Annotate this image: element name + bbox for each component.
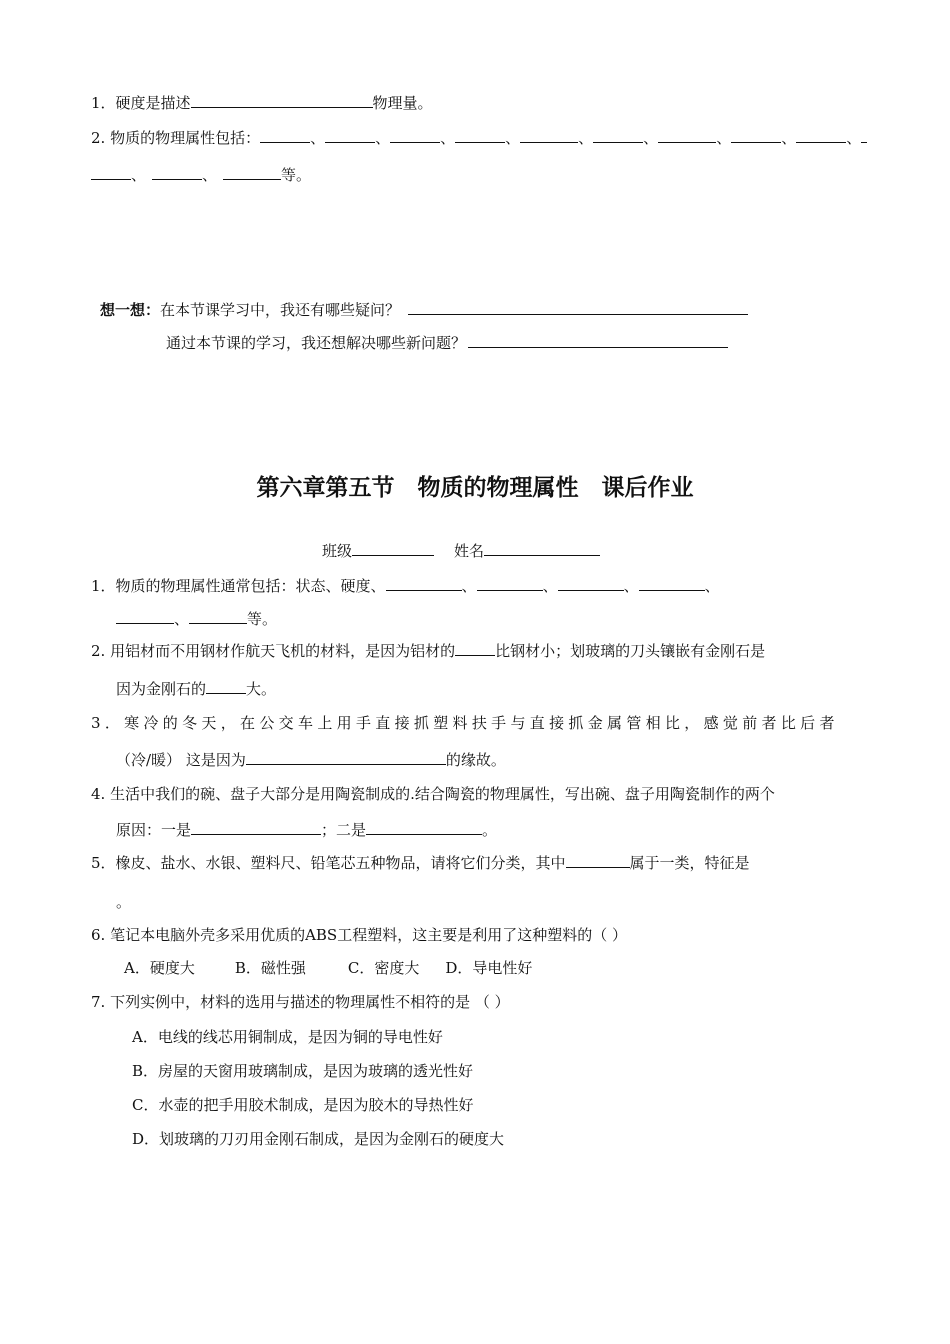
- answer-blank[interactable]: [477, 576, 543, 591]
- reflect-question: 通过本节课的学习，我还想解决哪些新问题？: [166, 334, 467, 352]
- question-text: 2. 用铝材而不用钢材作航天飞机的材料，是因为铝材的: [91, 642, 456, 660]
- answer-blank[interactable]: [223, 165, 281, 180]
- answer-blank[interactable]: [260, 128, 310, 143]
- answer-blank[interactable]: [468, 333, 728, 348]
- separator: 、: [131, 166, 147, 184]
- question-text: 原因：一是: [116, 821, 192, 839]
- separator: 、: [542, 577, 558, 595]
- answer-blank[interactable]: [731, 128, 781, 143]
- name-field[interactable]: [484, 541, 600, 556]
- top-question-2-line1: [91, 128, 867, 148]
- answer-blank[interactable]: [455, 128, 505, 143]
- separator: 、: [174, 610, 190, 628]
- hw-question-2-line2: [116, 679, 276, 699]
- answer-blank[interactable]: [639, 576, 705, 591]
- question-text: 5．橡皮、盐水、水银、塑料尺、铅笔芯五种物品，请将它们分类，其中: [91, 854, 566, 872]
- reflect-question: 在本节课学习中，我还有哪些疑问？: [160, 301, 401, 319]
- answer-blank[interactable]: [191, 820, 321, 835]
- answer-blank[interactable]: [91, 165, 131, 180]
- class-field[interactable]: [352, 541, 434, 556]
- separator: 、: [846, 129, 862, 147]
- top-question-2-line2: [91, 165, 311, 185]
- answer-blank[interactable]: [116, 609, 174, 624]
- hw-question-5-line1: [91, 853, 750, 873]
- answer-blank[interactable]: [325, 128, 375, 143]
- name-label: 姓名: [454, 542, 485, 560]
- question-text: 比钢材小；划玻璃的刀头镶嵌有金刚石是: [495, 642, 766, 660]
- page-title: 第六章第五节 物质的物理属性 课后作业: [256, 474, 694, 501]
- top-question-1: [91, 93, 433, 113]
- student-info: [322, 541, 600, 561]
- hw-question-1-line1: [91, 576, 720, 596]
- option-c[interactable]: C．水壶的把手用胶术制成，是因为胶木的导热性好: [132, 1096, 474, 1114]
- question-text: 等。: [247, 610, 278, 628]
- question-text: 等。: [281, 166, 312, 184]
- answer-blank[interactable]: [558, 576, 624, 591]
- answer-blank[interactable]: [366, 820, 482, 835]
- separator: 、: [375, 129, 391, 147]
- hw-question-3-line1: 3．寒冷的冬天，在公交车上用手直接抓塑料扶手与直接抓金属管相比，感觉前者比后者: [91, 714, 837, 732]
- answer-blank[interactable]: [191, 93, 373, 108]
- separator: 、: [578, 129, 594, 147]
- answer-blank[interactable]: [520, 128, 578, 143]
- answer-blank[interactable]: [658, 128, 716, 143]
- separator: 、: [440, 129, 456, 147]
- separator: 、: [716, 129, 732, 147]
- question-text: 。: [482, 821, 498, 839]
- option-d[interactable]: D．导电性好: [445, 959, 533, 977]
- question-text: 2. 物质的物理属性包括：: [91, 129, 261, 147]
- answer-blank[interactable]: [189, 609, 247, 624]
- reflect-line-2: [166, 333, 728, 353]
- hw-question-4-line1: 4. 生活中我们的碗、盘子大部分是用陶瓷制成的.结合陶瓷的物理属性，写出碗、盘子用陶瓷制作的两个: [91, 785, 775, 803]
- separator: 、: [505, 129, 521, 147]
- separator: 、: [704, 577, 720, 595]
- question-text: 1．物质的物理属性通常包括：状态、硬度、: [91, 577, 386, 595]
- hw-question-5-line2: 。: [116, 893, 132, 911]
- hw-question-6-stem: 6. 笔记本电脑外壳多采用优质的ABS工程塑料，这主要是利用了这种塑料的（ ）: [91, 926, 627, 944]
- answer-blank[interactable]: [455, 641, 495, 656]
- separator: 、: [461, 577, 477, 595]
- question-text: 物理量。: [372, 94, 433, 112]
- separator: 、: [781, 129, 797, 147]
- option-b[interactable]: B．房屋的天窗用玻璃制成，是因为玻璃的透光性好: [132, 1062, 474, 1080]
- answer-blank[interactable]: [593, 128, 643, 143]
- option-a[interactable]: A．硬度大: [124, 959, 195, 977]
- class-label: 班级: [322, 542, 353, 560]
- separator: 、: [643, 129, 659, 147]
- answer-blank[interactable]: [566, 853, 630, 868]
- answer-blank[interactable]: [386, 576, 462, 591]
- question-text: 属于一类，特征是: [629, 854, 750, 872]
- option-d[interactable]: D．划玻璃的刀刃用金刚石制成，是因为金刚石的硬度大: [132, 1130, 505, 1148]
- separator: 、: [623, 577, 639, 595]
- question-text: 大。: [246, 680, 277, 698]
- option-b[interactable]: B．磁性强: [234, 959, 306, 977]
- hw-question-3-line2: [116, 750, 506, 770]
- reflect-label: 想一想：: [100, 301, 161, 319]
- question-text: 1．硬度是描述: [91, 94, 191, 112]
- answer-blank[interactable]: [152, 165, 202, 180]
- separator: 、: [310, 129, 326, 147]
- option-a[interactable]: A．电线的线芯用铜制成，是因为铜的导电性好: [132, 1028, 443, 1046]
- hw-question-4-line2: [116, 820, 497, 840]
- question-text: （冷/暖） 这是因为: [116, 751, 246, 769]
- reflect-line-1: [100, 300, 748, 320]
- separator: 、: [202, 166, 218, 184]
- answer-blank[interactable]: [246, 750, 446, 765]
- hw-question-6-options: [124, 958, 532, 978]
- answer-blank[interactable]: [861, 128, 867, 143]
- hw-question-2-line1: [91, 641, 765, 661]
- option-c[interactable]: C．密度大: [347, 959, 420, 977]
- answer-blank[interactable]: [206, 679, 246, 694]
- question-text: 因为金刚石的: [116, 680, 207, 698]
- question-text: 的缘故。: [445, 751, 506, 769]
- question-text: ；二是: [321, 821, 367, 839]
- answer-blank[interactable]: [408, 300, 748, 315]
- hw-question-7-stem: 7. 下列实例中，材料的选用与描述的物理属性不相符的是 （ ）: [91, 993, 510, 1011]
- hw-question-1-line2: [116, 609, 277, 629]
- answer-blank[interactable]: [390, 128, 440, 143]
- answer-blank[interactable]: [796, 128, 846, 143]
